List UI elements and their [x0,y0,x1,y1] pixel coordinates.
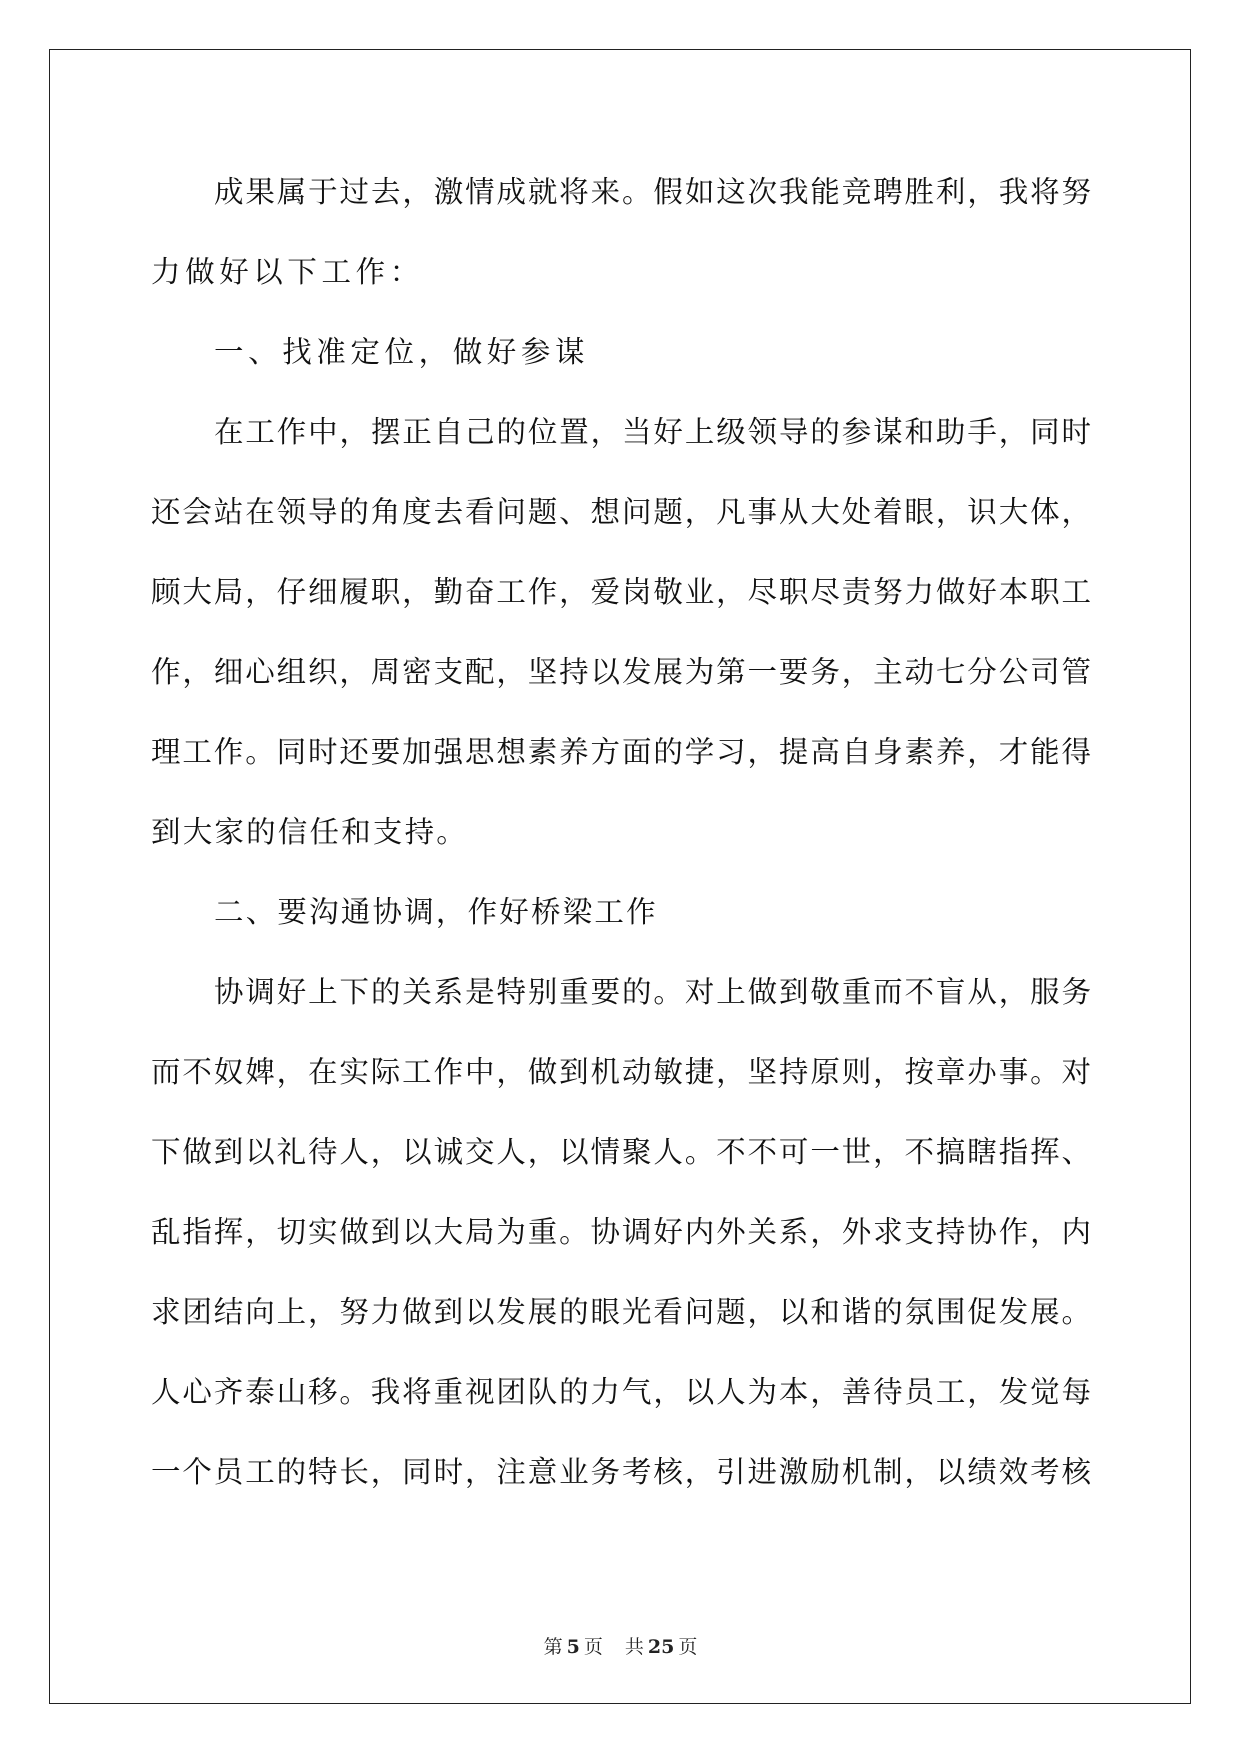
document-body [151,168,1091,1528]
paragraph-line: 下做到以礼待人，以诚交人，以情聚人。不不可一世，不搞瞎指挥、 [151,1135,1091,1169]
total-prefix: 共 [624,1636,644,1658]
paragraph-line: 理工作。同时还要加强思想素养方面的学习，提高自身素养，才能得 [151,735,1091,769]
paragraph-line: 到大家的信任和支持。 [151,815,469,849]
section-heading: 一、找准定位，做好参谋 [214,335,590,369]
paragraph-line: 还会站在领导的角度去看问题、想问题，凡事从大处着眼，识大体， [151,495,1091,529]
page-suffix: 页 [583,1636,603,1658]
paragraph-line: 而不奴婢，在实际工作中，做到机动敏捷，坚持原则，按章办事。对 [151,1055,1091,1089]
paragraph-line: 成果属于过去，激情成就将来。假如这次我能竞聘胜利，我将努 [214,175,1091,209]
paragraph-line: 力做好以下工作： [151,255,424,289]
paragraph-line: 作，细心组织，周密支配，坚持以发展为第一要务，主动七分公司管 [151,655,1091,689]
paragraph-line: 人心齐泰山移。我将重视团队的力气，以人为本，善待员工，发觉每 [151,1375,1091,1409]
paragraph-line: 协调好上下的关系是特别重要的。对上做到敬重而不盲从，服务 [214,975,1091,1009]
paragraph-line: 乱指挥，切实做到以大局为重。协调好内外关系，外求支持协作，内 [151,1215,1091,1249]
total-suffix: 页 [678,1636,698,1658]
page-prefix: 第 [543,1636,563,1658]
paragraph-line: 求团结向上，努力做到以发展的眼光看问题，以和谐的氛围促发展。 [151,1295,1091,1329]
paragraph-line: 在工作中，摆正自己的位置，当好上级领导的参谋和助手，同时 [214,415,1091,449]
paragraph-line: 一个员工的特长，同时，注意业务考核，引进激励机制，以绩效考核 [151,1455,1091,1489]
section-heading: 二、要沟通协调，作好桥梁工作 [214,895,658,929]
total-pages: 25 [647,1636,675,1658]
page-number: 5 [566,1636,580,1658]
paragraph-line: 顾大局，仔细履职，勤奋工作，爱岗敬业，尽职尽责努力做好本职工 [151,575,1091,609]
page-footer [0,1632,1241,1659]
